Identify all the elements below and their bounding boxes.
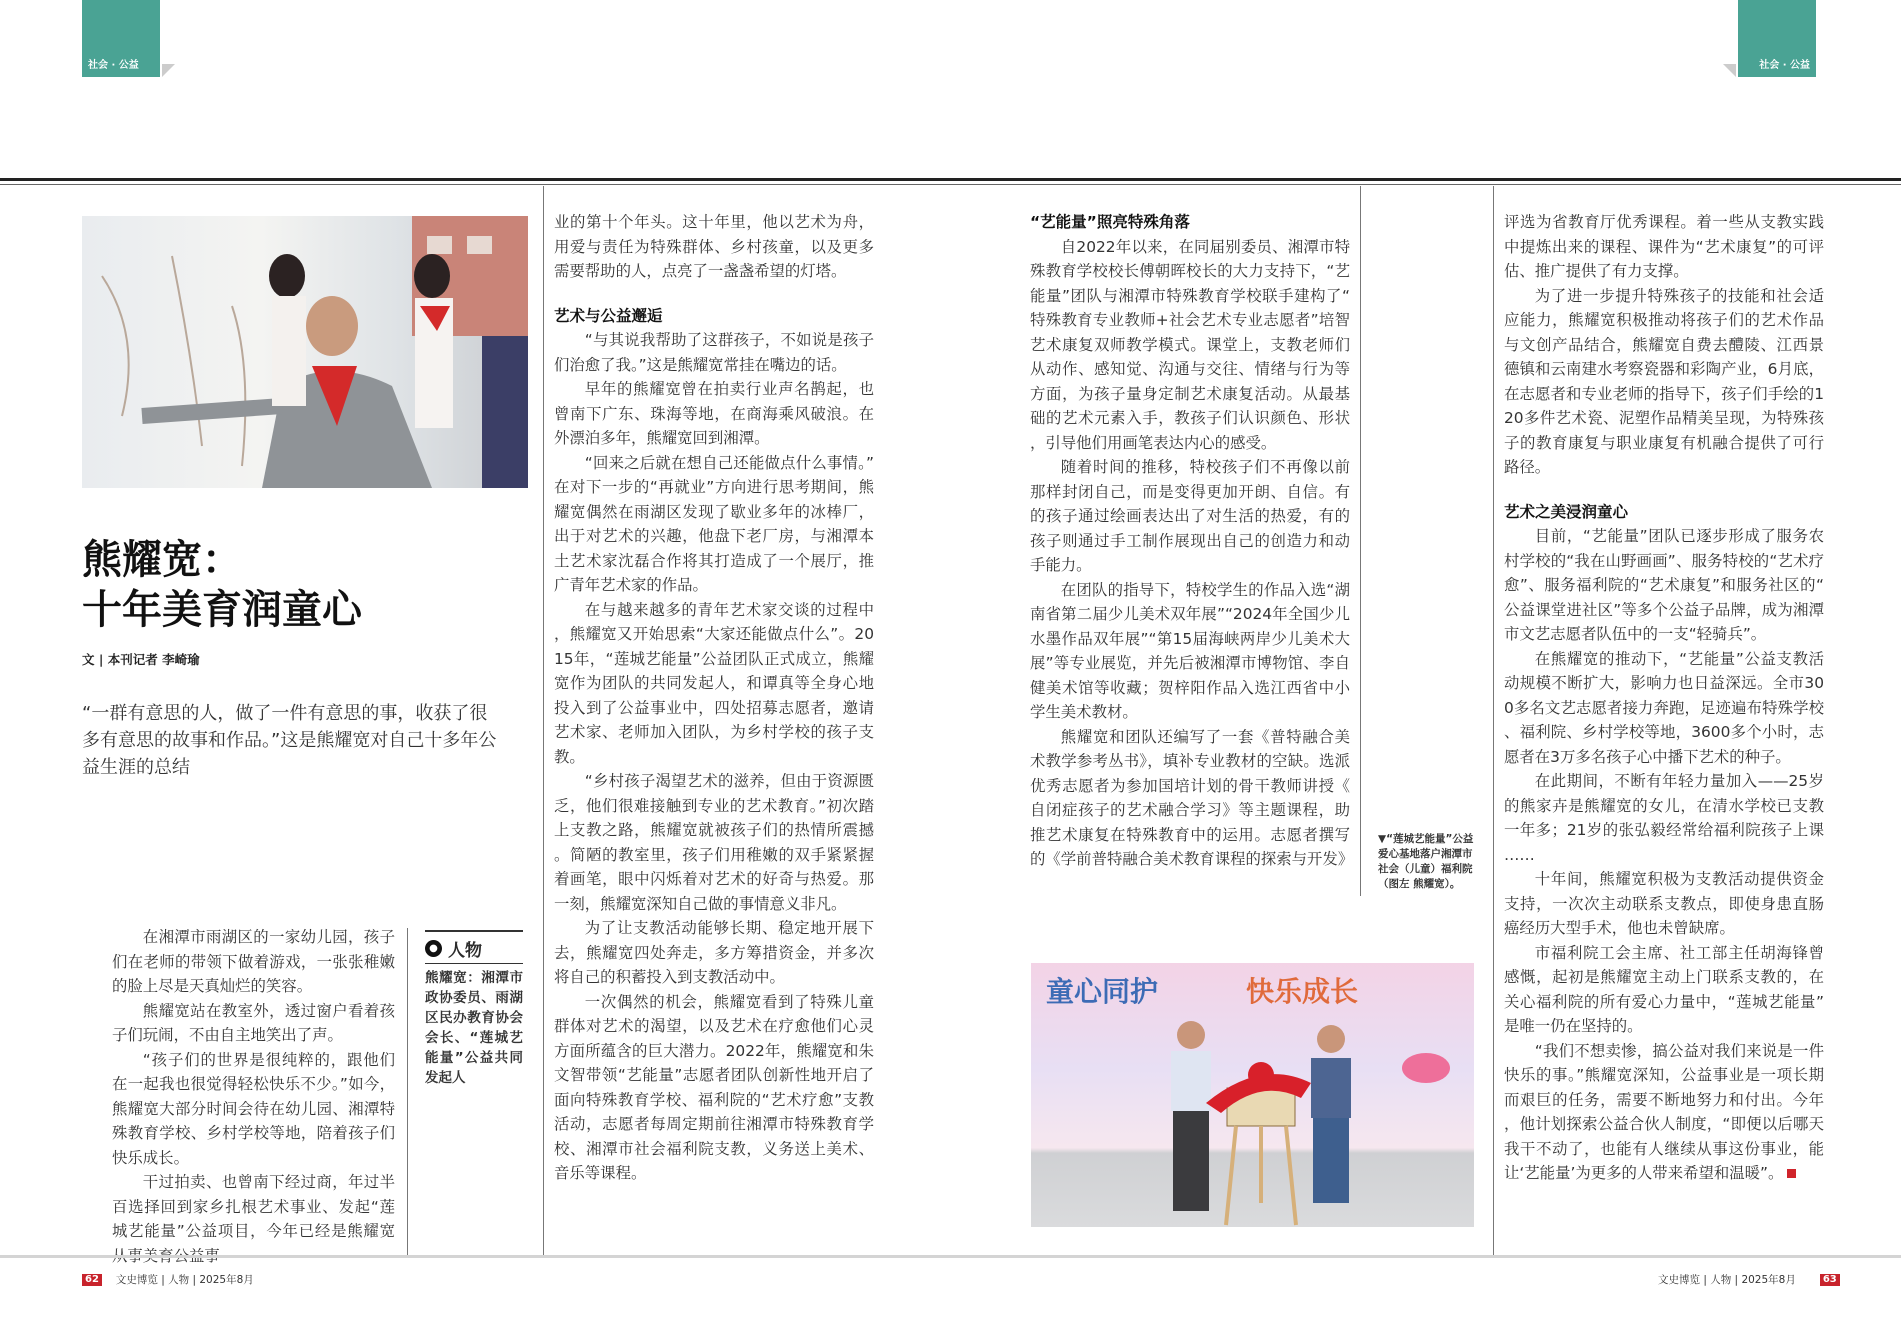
paragraph: 十年间，熊耀宽积极为支教活动提供资金支持，一次次主动联系支教点，即使身患直肠癌经历大型手术，他也未曾缺席。 xyxy=(1504,870,1824,937)
page-number: 63 xyxy=(1820,1274,1840,1286)
paragraph: 在与越来越多的青年艺术家交谈的过程中，熊耀宽又开始思索“大家还能做点什么”。2015年，“莲城艺能量”公益团队正式成立，熊耀宽作为团队的共同发起人，和谭真等全身心地投入到了公益事业中，四处招募志愿者，邀请艺术家、老师加入团队，为乡村学校的孩子支教。 xyxy=(554,600,874,766)
footer-meta: 文史博览 | 人物 | 2025年8月 xyxy=(1658,1274,1796,1286)
paragraph: 随着时间的推移，特校孩子们不再像以前那样封闭自己，而是变得更加开朗、自信。有的孩子通过绘画表达出了对生活的热爱，有的孩子则通过手工制作展现出自己的创造力和动手能力。 xyxy=(1030,458,1350,574)
section-tab-right xyxy=(1738,0,1816,77)
fold-corner xyxy=(162,64,175,77)
article-title xyxy=(82,535,362,635)
footer-section: 人物 xyxy=(1710,1274,1732,1286)
paragraph: 一次偶然的机会，熊耀宽看到了特殊儿童群体对艺术的渴望，以及艺术在疗愈他们心灵方面所蕴含的巨大潜力。2022年，熊耀宽和朱文智带领“艺能量”志愿者团队创新性地开启了面向特殊教育学校、福利院的“艺术疗愈”支教活动，志愿者每周定期前往湘潭市特殊教育学校、湘潭市社会福利院支教，义务送上美术、音乐等课程。 xyxy=(554,992,874,1182)
photo-caption: ▼“莲城艺能量”公益爱心基地落户湘潭市社会（儿童）福利院（图左 熊耀宽）。 xyxy=(1378,833,1474,890)
section-label: 社会 · 公益 xyxy=(88,60,139,71)
column-divider xyxy=(1493,186,1494,1255)
paragraph: “我们不想卖惨，搞公益对我们来说是一件快乐的事。”熊耀宽深知，公益事业是一项长期而艰巨的任务，需要不断地努力和付出。今年，他计划探索公益合伙人制度，“即便以后哪天我干不动了，也能有人继续从事这份事业，能让‘艺能量’为更多的人带来希望和温暖”。 xyxy=(1504,1041,1824,1182)
paragraph: 熊耀宽站在教室外，透过窗户看着孩子们玩闹，不由自主地笑出了声。 xyxy=(112,1001,395,1044)
paragraph: 为了让支教活动能够长期、稳定地开展下去，熊耀宽四处奔走，多方筹措资金，并多次将自己的积蓄投入到支教活动中。 xyxy=(554,919,874,986)
paragraph: “乡村孩子渴望艺术的滋养，但由于资源匮乏，他们很难接触到专业的艺术教育。”初次踏上支教之路，熊耀宽就被孩子们的热情所震撼。简陋的教室里，孩子们用稚嫩的双手紧紧握着画笔，眼中闪烁着对艺术的好奇与热爱。那一刻，熊耀宽深知自己做的事情意义非凡。 xyxy=(554,772,874,913)
footer-left xyxy=(82,1272,254,1287)
page-number: 62 xyxy=(82,1274,102,1286)
paragraph: 在熊耀宽的推动下，“艺能量”公益支教活动规模不断扩大，影响力也日益深远。全市300多名文艺志愿者接力奔跑，足迹遍布特殊学校、福利院、乡村学校等地，3600多个小时，志愿者在3万多名孩子心中播下艺术的种子。 xyxy=(1504,649,1824,766)
photo-plaque-unveiling xyxy=(1031,963,1474,1227)
issue-date: 2025年8月 xyxy=(1741,1274,1796,1286)
paragraph: 目前，“艺能量”团队已逐步形成了服务农村学校的“我在山野画画”、服务特校的“艺术疗愈”、服务福利院的“艺术康复”和服务社区的“公益课堂进社区”等多个公益子品牌，成为湘潭市文艺志愿者队伍中的一支“轻骑兵”。 xyxy=(1504,527,1824,643)
paragraph: 干过拍卖、也曾南下经过商，年过半百选择回到家乡扎根艺术事业、发起“莲城艺能量”公益项目，今年已经是熊耀宽 xyxy=(112,1173,395,1240)
paragraph: 在湘潭市雨湖区的一家幼儿园，孩子们在老师的带领下做着游戏，一张张稚嫩的脸上尽是天真灿烂的笑容。 xyxy=(112,928,395,995)
banner-text-left: 童心同护 xyxy=(1046,975,1159,1008)
paragraph: 自2022年以来，在同届别委员、湘潭市特殊教育学校校长傅朝晖校长的大力支持下，“艺能量”团队与湘潭市特殊教育学校联手建构了“特殊教育专业教师+社会艺术专业志愿者”培智艺术康复双师教学模式。课堂上，支教老师们从动作、感知觉、沟通与交往、情绪与行为等方面，为孩子量身定制艺术康复活动。从最基础的艺术元素入手，教孩子们认识颜色、形状，引导他们用画笔表达内心的感受。 xyxy=(1030,237,1350,452)
fold-corner xyxy=(1723,64,1736,77)
paragraph: 业的第十个年头。这十年里，他以艺术为舟，用爱与责任为特殊群体、乡村孩童，以及更多需要帮助的人，点亮了一盏盏希望的灯塔。 xyxy=(554,213,874,280)
column-divider xyxy=(543,186,544,1255)
section-label: 社会 · 公益 xyxy=(1759,60,1810,71)
person-icon: ● xyxy=(425,940,442,957)
paragraph: 在团队的指导下，特校学生的作品入选“湖南省第二届少儿美术双年展”“2024年全国少儿水墨作品双年展”“第15届海峡两岸少儿美术大展”等专业展览，并先后被湘潭市博物馆、李自健美术馆等收藏；贺梓阳作品入选江西省中小学生美术教材。 xyxy=(1030,580,1350,721)
column-4 xyxy=(1504,210,1824,1186)
section-heading: 艺术之美浸润童心 xyxy=(1504,502,1629,521)
sidebar-profile xyxy=(425,930,523,1088)
paragraph: 评选为省教育厅优秀课程。着一些从支教实践中提炼出来的课程、课件为“艺术康复”的可评估、推广提供了有力支撑。 xyxy=(1504,213,1824,280)
title-line-2: 十年美育润童心 xyxy=(82,587,362,633)
footer-right xyxy=(1658,1272,1840,1287)
column-divider xyxy=(407,928,408,1255)
paragraph: 在此期间，不断有年轻力量加入——25岁的熊家卉是熊耀宽的女儿，在清水学校已支教一年多；21岁的张弘毅经常给福利院孩子上课…… xyxy=(1504,772,1824,864)
header-rule xyxy=(0,178,1901,181)
title-line-1: 熊耀宽： xyxy=(82,537,242,583)
paragraph: “与其说我帮助了这群孩子，不如说是孩子们治愈了我。”这是熊耀宽常挂在嘴边的话。 xyxy=(554,331,874,374)
sidebar-body: 熊耀宽：湘潭市政协委员、雨湖区民办教育协会会长、“莲城艺能量”公益共同发起人 xyxy=(425,970,523,1086)
photo-painting-with-children xyxy=(82,216,528,488)
column-divider xyxy=(1360,186,1361,896)
column-2 xyxy=(554,210,874,1186)
footer-section: 人物 xyxy=(168,1274,190,1286)
paragraph: 早年的熊耀宽曾在拍卖行业声名鹊起，也曾南下广东、珠海等地，在商海乘风破浪。在外漂泊多年，熊耀宽回到湘潭。 xyxy=(554,380,874,447)
issue-date: 2025年8月 xyxy=(199,1274,254,1286)
paragraph: “孩子们的世界是很纯粹的，跟他们在一起我也很觉得轻松快乐不少。”如今，熊耀宽大部分时间会待在幼儿园、湘潭特殊教育学校、乡村学校等地，陪着孩子们快乐成长。 xyxy=(112,1050,395,1167)
lead-quote: “一群有意思的人，做了一件有意思的事，收获了很多有意思的故事和作品。”这是熊耀宽对自己十多年公益生涯的总结 xyxy=(82,703,497,778)
photo-illustration xyxy=(1031,963,1474,1227)
section-heading: 艺术与公益邂逅 xyxy=(554,306,663,325)
sidebar-heading: 人物 xyxy=(448,941,482,961)
paragraph: 为了进一步提升特殊孩子的技能和社会适应能力，熊耀宽积极推动将孩子们的艺术作品与文创产品结合，熊耀宽自费去醴陵、江西景德镇和云南建水考察瓷器和彩陶产业，6月底，在志愿者和专业老师的指导下，孩子们手绘的120多件艺术瓷、泥塑作品精美呈现，为特殊孩子的教育康复与职业康复有机融合提供了可行路径。 xyxy=(1504,286,1824,476)
paragraph: “回来之后就在想自己还能做点什么事情。”在对下一步的“再就业”方向进行思考期间，熊耀宽偶然在雨湖区发现了歇业多年的冰棒厂，出于对艺术的兴趣，他盘下老厂房，与湘潭本土艺术家沈磊合作将其打造成了一个展厅，推广青年艺术家的作品。 xyxy=(554,453,874,594)
section-tab-left xyxy=(82,0,160,77)
byline: 文 | 本刊记者 李崎瑜 xyxy=(82,652,200,667)
banner-text-right: 快乐成长 xyxy=(1246,975,1359,1008)
end-mark-icon xyxy=(1787,1169,1796,1178)
section-heading: “艺能量”照亮特殊角落 xyxy=(1030,213,1190,231)
header-rule-thin xyxy=(0,184,1901,185)
paragraph: 熊耀宽和团队还编写了一套《普特融合美术教学参考丛书》，填补专业教材的空缺。选派优秀志愿者为参加国培计划的骨干教师讲授《自闭症孩子的艺术融合学习》等主题课程，助推艺术康复在特殊教育中的运用。志愿者撰写的《学前普特融合美术教育课程的探索与开发》 xyxy=(1030,727,1354,868)
column-3 xyxy=(1030,210,1354,872)
magazine-name: 文史博览 xyxy=(115,1274,158,1286)
magazine-name: 文史博览 xyxy=(1658,1274,1700,1286)
footer-rule xyxy=(0,1255,1901,1258)
photo-illustration xyxy=(82,216,528,488)
paragraph: 市福利院工会主席、社工部主任胡海锋曾感慨，起初是熊耀宽主动上门联系支教的，在关心福利院的所有爱心力量中，“莲城艺能量”是唯一仍在坚持的。 xyxy=(1504,943,1824,1035)
footer-meta: 文史博览 | 人物 | 2025年8月 xyxy=(115,1274,254,1286)
column-1 xyxy=(112,925,395,1268)
